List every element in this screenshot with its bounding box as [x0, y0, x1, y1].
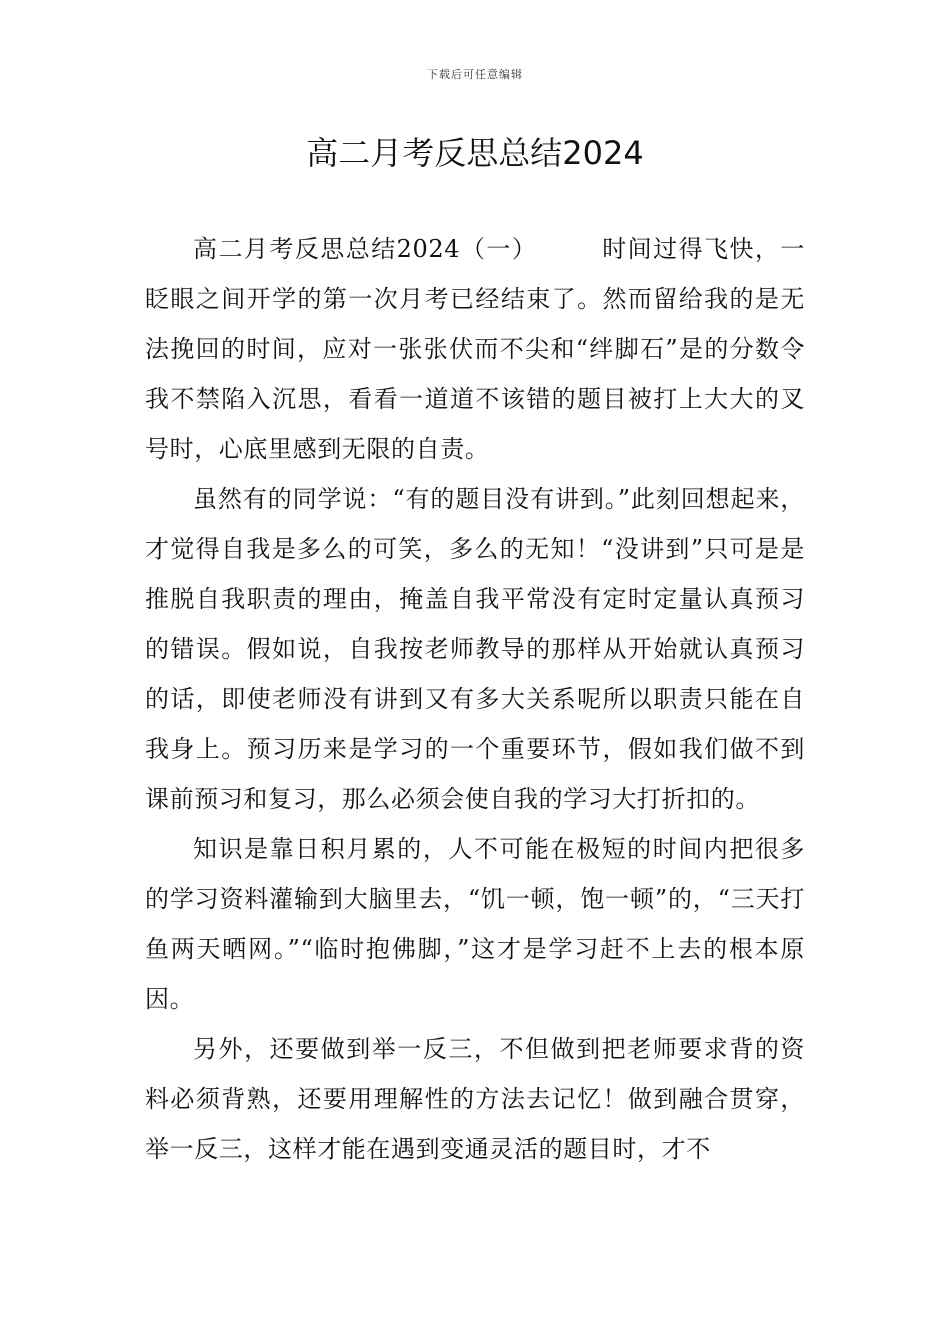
paragraph-2: 虽然有的同学说：“有的题目没有讲到。”此刻回想起来，才觉得自我是多么的可笑，多么的无知！“没讲到”只可是是推脱自我职责的理由，掩盖自我平常没有定时定量认真预习的错误。假如说，自我按老师教导的那样从开始就认真预习的话，即使老师没有讲到又有多大关系呢所以职责只能在自我身上。预习历来是学习的一个重要环节，假如我们做不到课前预习和复习，那么必须会使自我的学习大打折扣的。: [145, 485, 805, 813]
section-heading: 高二月考反思总结2024（一）: [193, 235, 538, 263]
paragraph-4: 另外，还要做到举一反三，不但做到把老师要求背的资料必须背熟，还要用理解性的方法去记忆！做到融合贯穿，举一反三，这样才能在遇到变通灵活的题目时，才不: [145, 1035, 805, 1163]
paragraph-3: 知识是靠日积月累的，人不可能在极短的时间内把很多的学习资料灌输到大脑里去，“饥一顿，饱一顿”的，“三天打鱼两天晒网。”“临时抱佛脚，”这才是学习赶不上去的根本原因。: [145, 835, 805, 1013]
paragraph-1: [145, 224, 805, 474]
document-body: [145, 224, 805, 1174]
header-note: 下载后可任意编辑: [427, 68, 523, 81]
document-title: 高二月考反思总结2024: [306, 134, 644, 172]
paragraph-1-text: 时间过得飞快，一眨眼之间开学的第一次月考已经结束了。然而留给我的是无法挽回的时间，应对一张张伏而不尖和“绊脚石”是的分数令我不禁陷入沉思，看看一道道不该错的题目被打上大大的叉号时，心底里感到无限的自责。: [145, 235, 805, 463]
